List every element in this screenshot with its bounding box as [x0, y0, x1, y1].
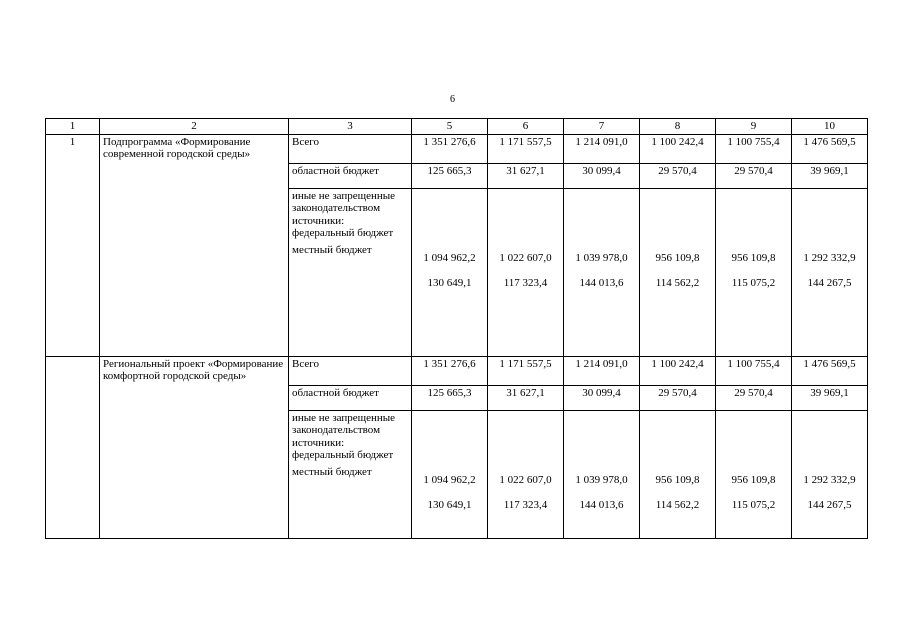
row-label: областной бюджет	[289, 385, 412, 410]
column-header: 3	[289, 119, 412, 135]
cell-value: 1 351 276,6	[412, 134, 488, 163]
cell-value: 956 109,8 114 562,2	[640, 410, 716, 538]
project-name: Региональный проект «Формирование комфортной городской среды»	[100, 356, 289, 538]
cell-value: 1 214 091,0	[564, 134, 640, 163]
cell-value: 1 292 332,9 144 267,5	[792, 410, 868, 538]
cell-value: 39 969,1	[792, 385, 868, 410]
cell-value: 29 570,4	[716, 385, 792, 410]
cell-value: 30 099,4	[564, 163, 640, 188]
row-label: областной бюджет	[289, 163, 412, 188]
column-header: 6	[488, 119, 564, 135]
cell-value: 29 570,4	[640, 163, 716, 188]
column-header: 9	[716, 119, 792, 135]
cell-value: 956 109,8 115 075,2	[716, 410, 792, 538]
budget-table	[45, 118, 868, 539]
program-name: Подпрограмма «Формирование современной городской среды»	[100, 134, 289, 356]
cell-value: 1 022 607,0 117 323,4	[488, 410, 564, 538]
cell-value: 1 100 242,4	[640, 134, 716, 163]
cell-value: 1 171 557,5	[488, 356, 564, 385]
cell-value: 29 570,4	[716, 163, 792, 188]
table-row	[46, 356, 868, 385]
cell-value: 1 292 332,9 144 267,5	[792, 188, 868, 356]
cell-value: 1 171 557,5	[488, 134, 564, 163]
cell-value: 39 969,1	[792, 163, 868, 188]
cell-value: 1 039 978,0 144 013,6	[564, 410, 640, 538]
cell-value: 1 351 276,6	[412, 356, 488, 385]
row-label	[289, 410, 412, 538]
column-header: 5	[412, 119, 488, 135]
cell-value: 125 665,3	[412, 163, 488, 188]
local-label: местный бюджет	[292, 465, 372, 478]
column-header: 8	[640, 119, 716, 135]
cell-value: 31 627,1	[488, 385, 564, 410]
cell-value: 1 094 962,2 130 649,1	[412, 188, 488, 356]
header-row	[46, 119, 868, 135]
cell-value: 1 100 755,4	[716, 134, 792, 163]
table-row	[46, 134, 868, 163]
federal-label: федеральный бюджет	[292, 227, 394, 239]
cell-value: 1 476 569,5	[792, 134, 868, 163]
local-label: местный бюджет	[292, 243, 372, 256]
page-number: 6	[450, 94, 455, 105]
cell-value: 30 099,4	[564, 385, 640, 410]
row-label: Всего	[289, 356, 412, 385]
cell-value: 956 109,8 115 075,2	[716, 188, 792, 356]
cell-value: 1 476 569,5	[792, 356, 868, 385]
row-number	[46, 356, 100, 538]
cell-value: 31 627,1	[488, 163, 564, 188]
cell-value: 125 665,3	[412, 385, 488, 410]
row-label: Всего	[289, 134, 412, 163]
federal-label: федеральный бюджет	[292, 449, 394, 461]
other-sources-label: иные не запрещенные законодательством источники:	[292, 411, 396, 449]
cell-value: 1 094 962,2 130 649,1	[412, 410, 488, 538]
row-label	[289, 188, 412, 356]
cell-value: 1 039 978,0 144 013,6	[564, 188, 640, 356]
column-header: 7	[564, 119, 640, 135]
other-sources-label: иные не запрещенные законодательством источники:	[292, 189, 396, 227]
column-header: 10	[792, 119, 868, 135]
cell-value: 29 570,4	[640, 385, 716, 410]
cell-value: 956 109,8 114 562,2	[640, 188, 716, 356]
column-header: 2	[100, 119, 289, 135]
cell-value: 1 214 091,0	[564, 356, 640, 385]
cell-value: 1 100 242,4	[640, 356, 716, 385]
cell-value: 1 022 607,0 117 323,4	[488, 188, 564, 356]
column-header: 1	[46, 119, 100, 135]
cell-value: 1 100 755,4	[716, 356, 792, 385]
row-number: 1	[46, 134, 100, 356]
